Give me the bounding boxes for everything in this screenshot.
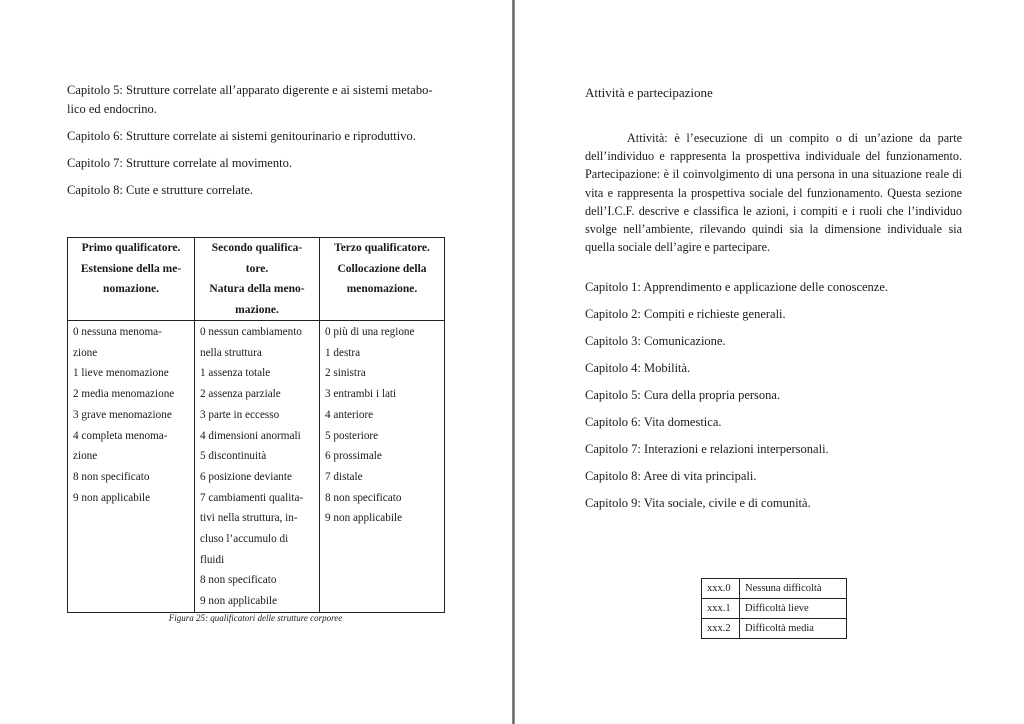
- chapter-6: Capitolo 6: Strutture correlate ai sistemi genitourinario e riproduttivo.: [67, 129, 416, 143]
- cell-line: 9 non applicabile: [325, 512, 403, 525]
- header-second-qualifier: [195, 238, 320, 321]
- difficulty-code: xxx.2: [702, 619, 740, 639]
- cell-line: 6 prossimale: [325, 450, 382, 463]
- difficulty-description: Difficoltà lieve: [740, 599, 847, 619]
- cell-line: 7 cambiamenti qualita-: [200, 491, 304, 504]
- cell-line: tivi nella struttura, in-: [200, 512, 298, 525]
- activity-chapter-2: Capitolo 2: Compiti e richieste generali.: [585, 307, 786, 321]
- cell-line: 6 posizione deviante: [200, 470, 292, 483]
- section-title: Attività e partecipazione: [585, 85, 713, 100]
- activity-chapter-3: Capitolo 3: Comunicazione.: [585, 334, 726, 348]
- cell-line: 0 più di una regione: [325, 326, 415, 338]
- activity-chapter-4: Capitolo 4: Mobilità.: [585, 361, 691, 375]
- chapter-8: Capitolo 8: Cute e strutture correlate.: [67, 183, 254, 197]
- cell-line: 8 non specificato: [200, 574, 277, 587]
- table-body-row: [68, 321, 445, 613]
- chapter-5-line-1: Capitolo 5: Strutture correlate all’apparato digerente e ai sistemi metabo-: [67, 83, 433, 97]
- cell-line: 4 dimensioni anormali: [200, 429, 301, 442]
- cell-line: 7 distale: [325, 470, 363, 483]
- activity-chapter-6: Capitolo 6: Vita domestica.: [585, 415, 722, 429]
- table-header-row: [68, 238, 445, 321]
- cell-line: 9 non applicabile: [200, 595, 278, 608]
- cell-line: nella struttura: [200, 346, 262, 359]
- cell-line: 2 assenza parziale: [200, 388, 281, 401]
- difficulty-code: xxx.1: [702, 599, 740, 619]
- paragraph-text: Attività: è l’esecuzione di un compito o di un’azione da parte dell’individuo e rappresenta la prospettiva individuale del funzionamento. Partecipazione: è il coinvolgimento di una persona in una situazione reale di vita e rappresenta la prospettiva sociale del funzionamento. Questa sezione dell’I.C.F. descrive e classifica le azioni, i compiti e i ruoli che l’individuo svolge nell’ambiente, rilevando quindi sia la dimensione individuale sia quella sociale dell’agire e partecipare.: [585, 131, 962, 255]
- cell-line: 1 destra: [325, 346, 361, 359]
- cell-line: 0 nessun cambiamento: [200, 326, 302, 338]
- second-qualifier-values: [195, 321, 320, 613]
- header-line: Natura della meno-: [209, 283, 305, 295]
- chapter-7: Capitolo 7: Strutture correlate al movimento.: [67, 156, 292, 170]
- activity-chapter-7: Capitolo 7: Interazioni e relazioni interpersonali.: [585, 442, 829, 456]
- cell-line: 1 assenza totale: [200, 367, 271, 380]
- header-line: Estensione della me-: [80, 262, 182, 275]
- cell-line: cluso l’accumulo di: [200, 533, 289, 546]
- header-line: Primo qualificatore.: [81, 242, 181, 254]
- cell-line: 3 entrambi i lati: [325, 388, 397, 401]
- header-line: tore.: [245, 262, 269, 275]
- cell-line: 5 posteriore: [325, 429, 379, 442]
- cell-line: 9 non applicabile: [73, 491, 151, 504]
- cell-line: 4 completa menoma-: [73, 429, 168, 442]
- first-qualifier-values: [68, 321, 195, 613]
- third-qualifier-values: [320, 321, 445, 613]
- table-row: [702, 579, 847, 599]
- header-first-qualifier: [68, 238, 195, 321]
- cell-line: 2 media menomazione: [73, 388, 175, 401]
- cell-line: 4 anteriore: [325, 408, 374, 421]
- difficulty-description: Difficoltà media: [740, 619, 847, 639]
- cell-line: 8 non specificato: [325, 491, 402, 504]
- activity-chapter-1: Capitolo 1: Apprendimento e applicazione delle conoscenze.: [585, 280, 889, 294]
- chapter-5-line-2: lico ed endocrino.: [67, 102, 157, 116]
- cell-line: fluidi: [200, 553, 225, 566]
- cell-line: 1 lieve menomazione: [73, 367, 169, 380]
- activity-chapter-5: Capitolo 5: Cura della propria persona.: [585, 388, 781, 402]
- cell-line: zione: [73, 346, 98, 359]
- header-line: menomazione.: [346, 283, 418, 295]
- cell-line: 5 discontinuità: [200, 450, 267, 463]
- activity-chapter-9: Capitolo 9: Vita sociale, civile e di comunità.: [585, 496, 811, 510]
- cell-line: 8 non specificato: [73, 470, 150, 483]
- activity-chapter-8: Capitolo 8: Aree di vita principali.: [585, 469, 757, 483]
- table-row: [702, 619, 847, 639]
- header-line: nomazione.: [103, 283, 159, 295]
- header-line: Collocazione della: [337, 262, 427, 275]
- cell-line: 2 sinistra: [325, 367, 366, 380]
- header-line: Terzo qualificatore.: [334, 242, 430, 254]
- cell-line: 3 grave menomazione: [73, 408, 172, 421]
- difficulty-code: xxx.0: [702, 579, 740, 599]
- cell-line: 3 parte in eccesso: [200, 408, 280, 421]
- intro-paragraph: [585, 129, 962, 256]
- header-third-qualifier: [320, 238, 445, 321]
- cell-line: zione: [73, 450, 98, 463]
- difficulty-description: Nessuna difficoltà: [740, 579, 847, 599]
- cell-line: 0 nessuna menoma-: [73, 326, 162, 338]
- difficulty-table: [701, 578, 847, 639]
- figure-caption: Figura 25: qualificatori delle strutture corporee: [168, 613, 343, 623]
- qualifier-table: [67, 237, 445, 613]
- header-line: mazione.: [235, 303, 279, 316]
- table-row: [702, 599, 847, 619]
- header-line: Secondo qualifica-: [211, 242, 303, 254]
